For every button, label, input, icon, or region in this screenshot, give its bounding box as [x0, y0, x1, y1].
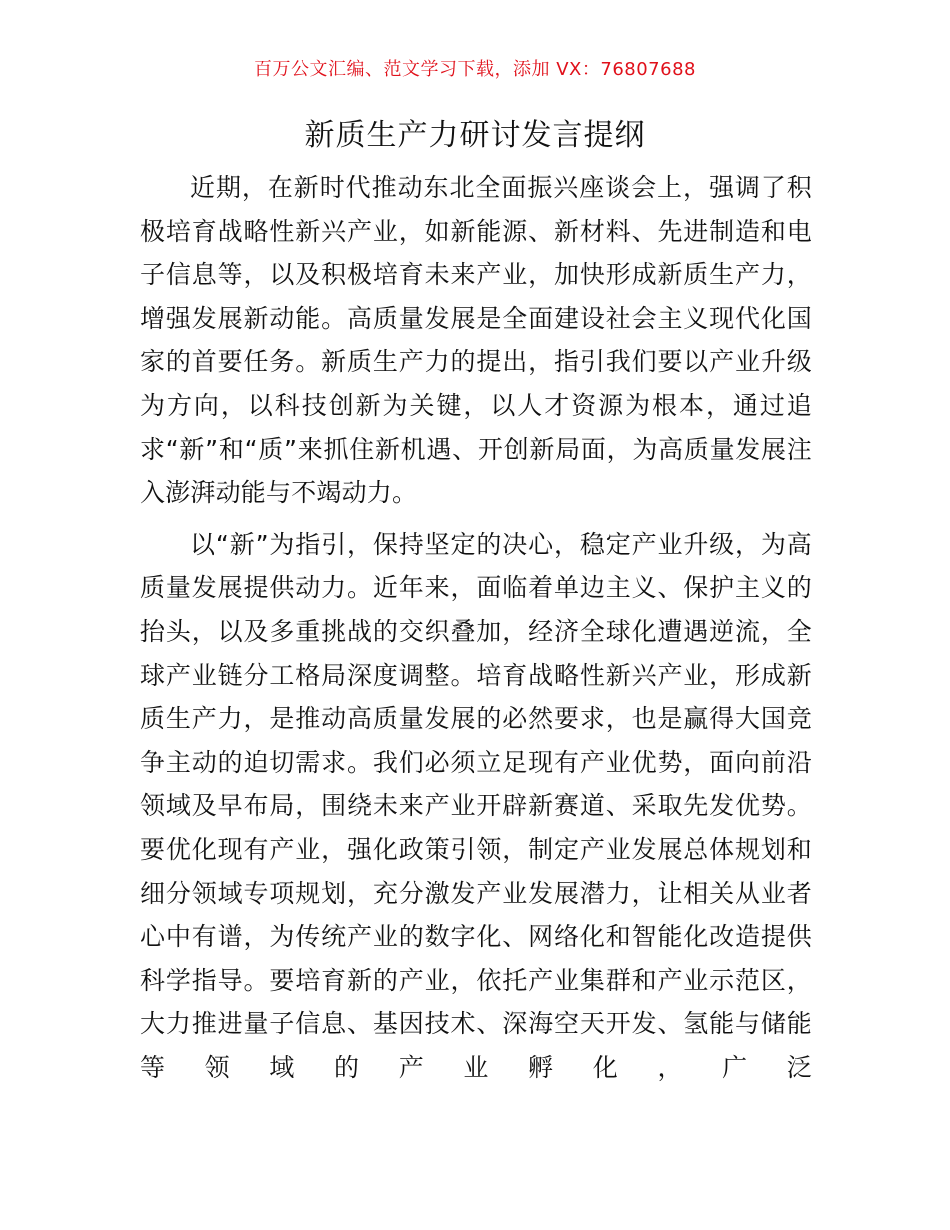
document-body [140, 166, 812, 1089]
paragraph-1: 近期，在新时代推动东北全面振兴座谈会上，强调了积极培育战略性新兴产业，如新能源、新材料、先进制造和电子信息等，以及积极培育未来产业，加快形成新质生产力，增强发展新动能。高质量发展是全面建设社会主义现代化国家的首要任务。新质生产力的提出，指引我们要以产业升级为方向，以科技创新为关键，以人才资源为根本，通过追求“新”和“质”来抓住新机遇、开创新局面，为高质量发展注入澎湃动能与不竭动力。 [140, 173, 812, 508]
document-title: 新质生产力研讨发言提纲 [304, 118, 646, 153]
watermark-banner: 百万公文汇编、范文学习下载，添加 VX：76807688 [254, 59, 696, 80]
paragraph-2: 以“新”为指引，保持坚定的决心，稳定产业升级，为高质量发展提供动力。近年来，面临着单边主义、保护主义的抬头，以及多重挑战的交织叠加，经济全球化遭遇逆流，全球产业链分工格局深度调整。培育战略性新兴产业，形成新质生产力，是推动高质量发展的必然要求，也是赢得大国竞争主动的迫切需求。我们必须立足现有产业优势，面向前沿领域及早布局，围绕未来产业开辟新赛道、采取先发优势。要优化现有产业，强化政策引领，制定产业发展总体规划和细分领域专项规划，充分激发产业发展潜力，让相关从业者心中有谱，为传统产业的数字化、网络化和智能化改造提供科学指导。要培育新的产业，依托产业集群和产业示范区，大力推进量子信息、基因技术、深海空天开发、氢能与储能等领域的产业孵化，广泛 [140, 529, 812, 1082]
